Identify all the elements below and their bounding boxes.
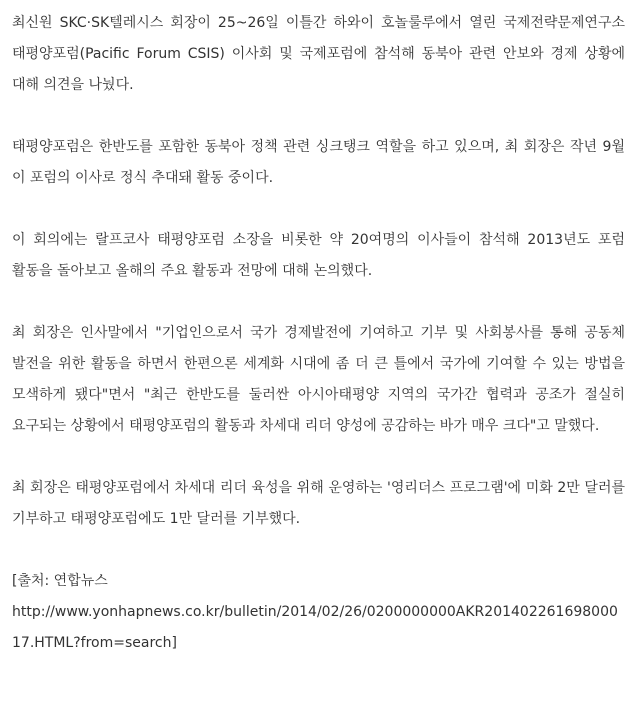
paragraph-meeting: 이 회의에는 랄프코사 태평양포럼 소장을 비롯한 약 20여명의 이사들이 참석해 2013년도 포럼 활동을 돌아보고 올해의 주요 활동과 전망에 대해 논의했다.	[12, 232, 625, 279]
source-label: [출처: 연합뉴스	[12, 573, 108, 589]
source-url[interactable]: http://www.yonhapnews.co.kr/bulletin/2014/02/26/0200000000AKR20140226169800017.HTML?from=search]	[12, 604, 618, 651]
paragraph-intro: 최신원 SKC·SK텔레시스 회장이 25~26일 이틀간 하와이 호놀룰루에서 열린 국제전략문제연구소 태평양포럼(Pacific Forum CSIS) 이사회 및 국제포럼에 참석해 동북아 관련 안보와 경제 상황에 대해 의견을 나눴다.	[12, 15, 625, 93]
paragraph-donation: 최 회장은 태평양포럼에서 차세대 리더 육성을 위해 운영하는 '영리더스 프로그램'에 미화 2만 달러를 기부하고 태평양포럼에도 1만 달러를 기부했다.	[12, 480, 625, 527]
paragraph-forum-role: 태평양포럼은 한반도를 포함한 동북아 정책 관련 싱크탱크 역할을 하고 있으며, 최 회장은 작년 9월 이 포럼의 이사로 정식 추대돼 활동 중이다.	[12, 139, 625, 186]
article-body	[12, 8, 625, 659]
paragraph-quote: 최 회장은 인사말에서 "기업인으로서 국가 경제발전에 기여하고 기부 및 사회봉사를 통해 공동체 발전을 위한 활동을 하면서 한편으론 세계화 시대에 좀 더 큰 틀에서 국가에 기여할 수 있는 방법을 모색하게 됐다"면서 "최근 한반도를 둘러싼 아시아태평양 지역의 국가간 협력과 공조가 절실히 요구되는 상황에서 태평양포럼의 활동과 차세대 리더 양성에 공감하는 바가 매우 크다"고 말했다.	[12, 325, 625, 434]
